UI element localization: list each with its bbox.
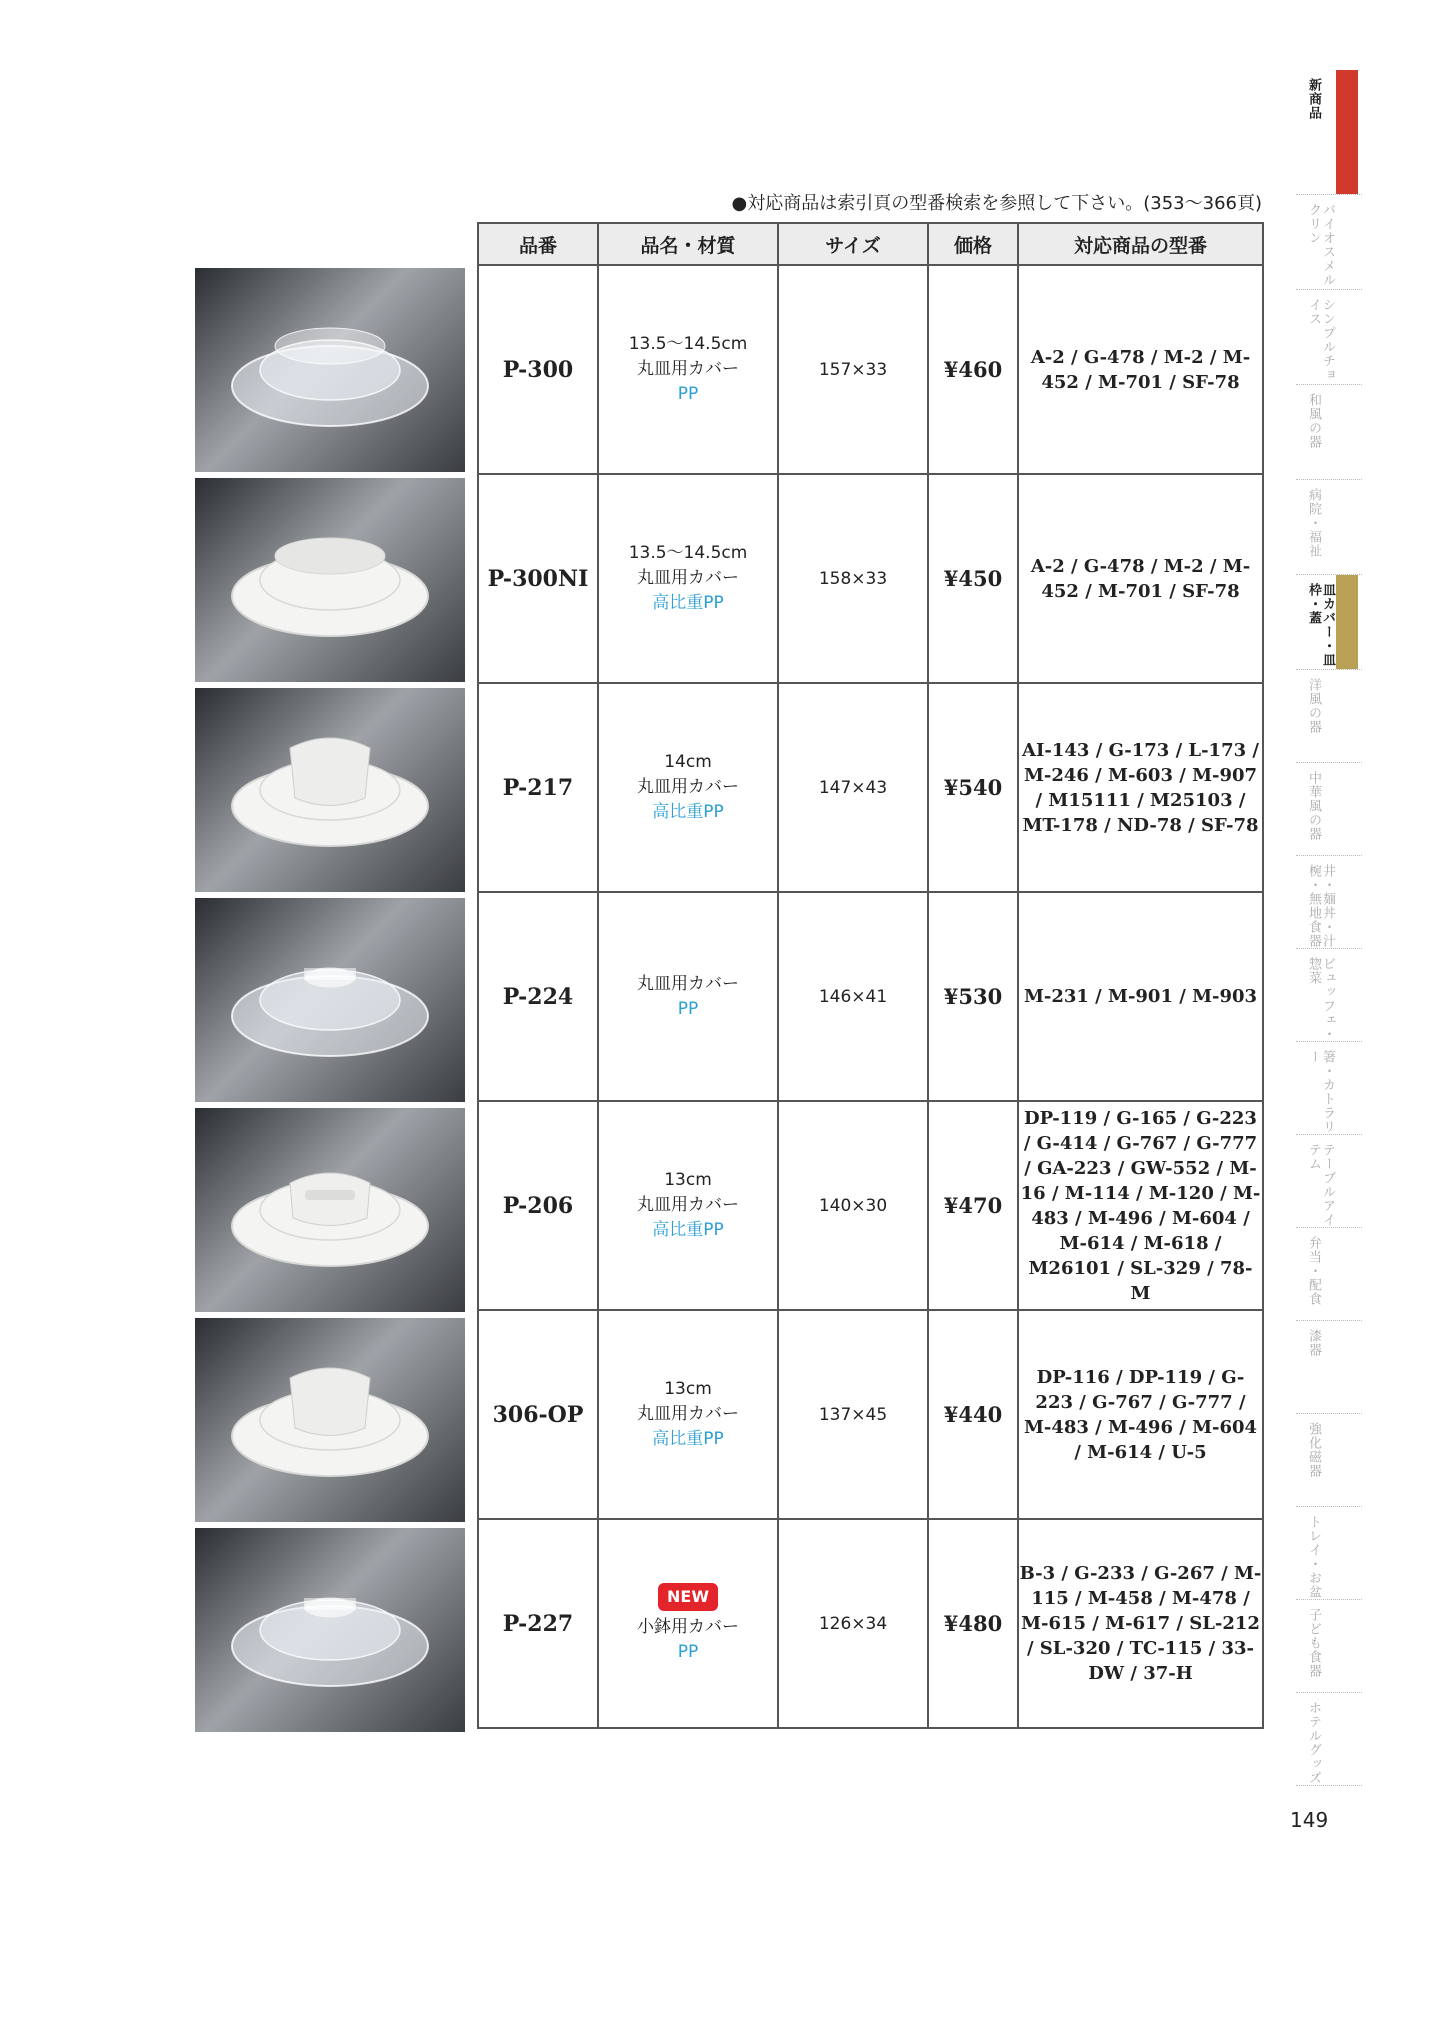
- table-row: [478, 683, 1263, 892]
- sidebar-tab[interactable]: [1296, 949, 1362, 1042]
- product-table: [477, 222, 1264, 1729]
- sidebar-tab[interactable]: [1296, 1693, 1362, 1786]
- sidebar-tab[interactable]: [1296, 195, 1362, 290]
- product-photos: [195, 268, 465, 1738]
- product-spec: 13cm: [664, 1379, 712, 1399]
- header-name-material: 品名・材質: [598, 223, 778, 265]
- product-code: 306-OP: [478, 1310, 598, 1519]
- active-tab-marker: [1336, 575, 1358, 669]
- header-price: 価格: [928, 223, 1018, 265]
- sidebar-tab-label: 中華風の器: [1306, 771, 1321, 841]
- table-row: [478, 474, 1263, 683]
- product-spec: 13.5〜14.5cm: [628, 334, 748, 354]
- product-material: PP: [677, 998, 699, 1019]
- name-material-cell: [598, 265, 778, 474]
- product-material: 高比重PP: [652, 593, 724, 613]
- header-size: サイズ: [778, 223, 928, 265]
- compatible-models: A-2 / G-478 / M-2 / M-452 / M-701 / SF-78: [1018, 265, 1263, 474]
- product-material: PP: [677, 1641, 699, 1662]
- product-price: ¥460: [928, 265, 1018, 474]
- sidebar-tab-label: ホテルグッズ: [1306, 1701, 1321, 1785]
- header-code: 品番: [478, 223, 598, 265]
- product-material: PP: [677, 384, 699, 404]
- name-material-cell: [598, 1101, 778, 1310]
- product-material: 高比重PP: [652, 802, 724, 822]
- sidebar-tab[interactable]: [1296, 1321, 1362, 1414]
- compatible-models: AI-143 / G-173 / L-173 / M-246 / M-603 / M-907 / M15111 / M25103 / MT-178 / ND-78 / SF-78: [1018, 683, 1263, 892]
- sidebar-tab[interactable]: [1296, 70, 1362, 195]
- page-number: 149: [1290, 1808, 1329, 1832]
- reference-note: ●対応商品は索引頁の型番検索を参照して下さい。(353〜366頁): [731, 193, 1262, 214]
- table-row: [478, 1101, 1263, 1310]
- name-material-cell: [598, 892, 778, 1101]
- sidebar-tab[interactable]: [1296, 290, 1362, 385]
- sidebar-tab-label: 弁当・配食: [1306, 1236, 1321, 1306]
- product-code: P-206: [478, 1101, 598, 1310]
- product-code: P-300NI: [478, 474, 598, 683]
- product-photo: [195, 688, 465, 892]
- sidebar-tab[interactable]: [1296, 1600, 1362, 1693]
- sidebar-tab-label: 新商品: [1306, 78, 1321, 120]
- product-size: 146×41: [778, 892, 928, 1101]
- product-name: 丸皿用カバー: [637, 568, 739, 588]
- product-name: 丸皿用カバー: [637, 1404, 739, 1424]
- product-photo: [195, 898, 465, 1102]
- sidebar-tab-label: 洋風の器: [1306, 678, 1321, 734]
- product-material: 高比重PP: [652, 1220, 724, 1240]
- product-code: P-224: [478, 892, 598, 1101]
- compatible-models: DP-119 / G-165 / G-223 / G-414 / G-767 / G-777 / GA-223 / GW-552 / M-16 / M-114 / M-120 / M-483 / M-496 / M-604 / M-614 / M-618 / M26101 / SL-329 / 78-M: [1018, 1101, 1263, 1310]
- header-compatible-models: 対応商品の型番: [1018, 223, 1263, 265]
- new-badge: NEW: [658, 1583, 718, 1611]
- compatible-models: M-231 / M-901 / M-903: [1018, 892, 1263, 1101]
- sidebar-tab-label: ビュッフェ・惣菜: [1306, 957, 1335, 1041]
- product-name: 丸皿用カバー: [637, 973, 739, 994]
- sidebar-tab-label: 皿カバー・皿枠・蓋: [1306, 583, 1335, 667]
- sidebar-tab[interactable]: [1296, 385, 1362, 480]
- name-material-cell: [598, 1310, 778, 1519]
- product-material: 高比重PP: [652, 1429, 724, 1449]
- active-tab-marker: [1336, 70, 1358, 194]
- product-photo: [195, 1108, 465, 1312]
- product-spec: 14cm: [664, 752, 712, 772]
- sidebar-tab[interactable]: [1296, 1042, 1362, 1135]
- sidebar-tab[interactable]: [1296, 1135, 1362, 1228]
- sidebar-tab[interactable]: [1296, 856, 1362, 949]
- product-name: 丸皿用カバー: [637, 777, 739, 797]
- product-code: P-217: [478, 683, 598, 892]
- product-price: ¥480: [928, 1519, 1018, 1728]
- sidebar-tab-label: シンプルチョイス: [1306, 298, 1335, 382]
- sidebar-tab-label: 和風の器: [1306, 393, 1321, 449]
- product-price: ¥450: [928, 474, 1018, 683]
- name-material-cell: [598, 1519, 778, 1728]
- product-code: P-227: [478, 1519, 598, 1728]
- product-photo: [195, 1528, 465, 1732]
- sidebar-tab[interactable]: [1296, 1507, 1362, 1600]
- name-material-cell: [598, 474, 778, 683]
- sidebar-tab-label: 強化磁器: [1306, 1422, 1321, 1478]
- compatible-models: A-2 / G-478 / M-2 / M-452 / M-701 / SF-78: [1018, 474, 1263, 683]
- sidebar-tab-label: 箸・カトラリー: [1306, 1050, 1335, 1134]
- sidebar-tab-label: トレイ・お盆: [1306, 1515, 1321, 1599]
- compatible-models: B-3 / G-233 / G-267 / M-115 / M-458 / M-478 / M-615 / M-617 / SL-212 / SL-320 / TC-115 / 33-DW / 37-H: [1018, 1519, 1263, 1728]
- product-size: 147×43: [778, 683, 928, 892]
- product-size: 158×33: [778, 474, 928, 683]
- product-price: ¥440: [928, 1310, 1018, 1519]
- table-row: [478, 892, 1263, 1101]
- sidebar-tab[interactable]: [1296, 763, 1362, 856]
- product-price: ¥470: [928, 1101, 1018, 1310]
- category-sidebar: [1296, 70, 1362, 1786]
- product-photo: [195, 268, 465, 472]
- product-photo: [195, 478, 465, 682]
- product-photo: [195, 1318, 465, 1522]
- sidebar-tab-label: 子ども食器: [1306, 1608, 1321, 1678]
- product-size: 126×34: [778, 1519, 928, 1728]
- sidebar-tab[interactable]: [1296, 1414, 1362, 1507]
- compatible-models: DP-116 / DP-119 / G-223 / G-767 / G-777 / M-483 / M-496 / M-604 / M-614 / U-5: [1018, 1310, 1263, 1519]
- sidebar-tab[interactable]: [1296, 480, 1362, 575]
- product-spec: 13cm: [664, 1170, 712, 1190]
- table-row: [478, 1310, 1263, 1519]
- sidebar-tab-label: 井・麺丼・汁椀・無地食器: [1306, 864, 1335, 948]
- product-code: P-300: [478, 265, 598, 474]
- table-row: [478, 1519, 1263, 1728]
- sidebar-tab[interactable]: [1296, 1228, 1362, 1321]
- product-size: 157×33: [778, 265, 928, 474]
- sidebar-tab-label: テーブルアイテム: [1306, 1143, 1335, 1227]
- product-spec: 13.5〜14.5cm: [628, 543, 748, 563]
- product-size: 140×30: [778, 1101, 928, 1310]
- sidebar-tab-label: 漆器: [1306, 1329, 1321, 1357]
- product-price: ¥530: [928, 892, 1018, 1101]
- table-row: [478, 265, 1263, 474]
- sidebar-tab[interactable]: [1296, 575, 1362, 670]
- product-size: 137×45: [778, 1310, 928, 1519]
- product-name: 丸皿用カバー: [637, 359, 739, 379]
- product-name: 小鉢用カバー: [637, 1616, 739, 1637]
- sidebar-tab[interactable]: [1296, 670, 1362, 763]
- table-header-row: [478, 223, 1263, 265]
- sidebar-tab-label: バイオスメルクリン: [1306, 203, 1335, 287]
- product-price: ¥540: [928, 683, 1018, 892]
- name-material-cell: [598, 683, 778, 892]
- sidebar-tab-label: 病院・福祉: [1306, 488, 1321, 558]
- product-name: 丸皿用カバー: [637, 1195, 739, 1215]
